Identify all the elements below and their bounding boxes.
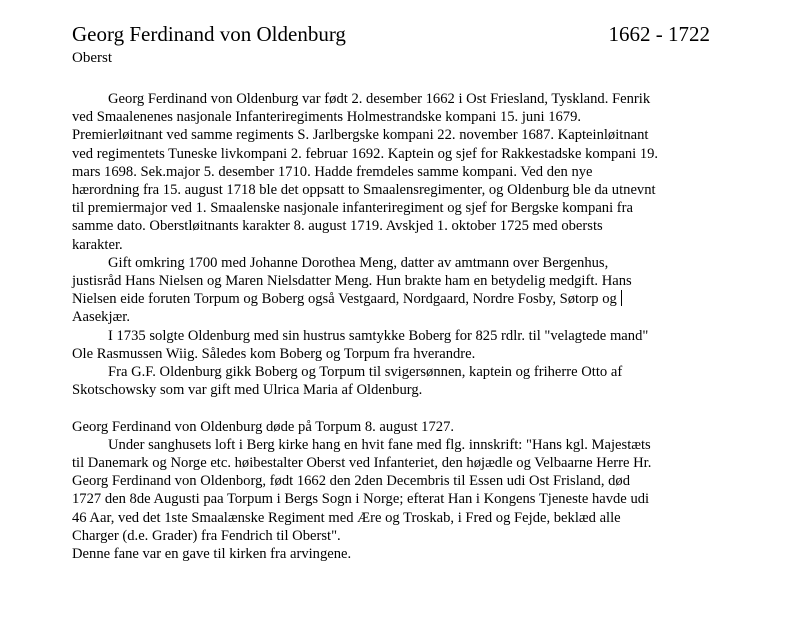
text-line: Georg Ferdinand von Oldenborg, født 1662 den 2den Decembris til Essen udi Ost Frisland, død: [72, 473, 631, 490]
paragraph-marriage: [72, 254, 712, 327]
text-line: Under sanghusets loft i Berg kirke hang en hvit fane med flg. innskrift: "Hans kgl. Majestæts: [108, 436, 651, 453]
text-line: Premierløitnant ved samme regiments S. Jarlbergske kompani 22. november 1687. Kapteinløitnant: [72, 127, 649, 144]
military-rank: Oberst: [72, 50, 112, 66]
text-line: mars 1698. Sek.major 5. desember 1710. Hadde fremdeles samme kompani. Ved den nye: [72, 163, 593, 180]
text-line: Gift omkring 1700 med Johanne Dorothea Meng, datter av amtmann over Bergenhus,: [108, 254, 609, 271]
text-line: Nielsen eide foruten Torpum og Boberg også Vestgaard, Nordgaard, Nordre Fosby, Søtorp og: [72, 291, 617, 308]
text-line: I 1735 solgte Oldenburg med sin hustrus samtykke Boberg for 825 rdlr. til "velagtede mand": [108, 327, 649, 344]
blank-line: [72, 399, 712, 417]
text-line: til premiermajor ved 1. Smaalenske nasjonale infanteriregiment og sjef for Bergske kompani fra: [72, 200, 634, 217]
text-line: Georg Ferdinand von Oldenburg døde på Torpum 8. august 1727.: [72, 418, 455, 435]
text-line: Aasekjær.: [72, 309, 130, 326]
paragraph-flag-inscription: [72, 436, 712, 545]
text-cursor: [621, 290, 622, 306]
document-header: [72, 20, 712, 48]
text-line: til Danemark og Norge etc. høibestalter Oberst ved Infanteriet, den højædle og Velbaarne Herre Hr.: [72, 455, 652, 472]
text-line: justisråd Hans Nielsen og Maren Nielsdatter Meng. Hun brakte ham en betydelig medgift. Hans: [72, 273, 632, 290]
paragraph-closing: [72, 545, 712, 563]
document-page: [72, 20, 712, 563]
text-line: Fra G.F. Oldenburg gikk Boberg og Torpum til svigersønnen, kaptein og friherre Otto af: [108, 364, 623, 381]
text-line: karakter.: [72, 236, 123, 253]
text-line: Denne fane var en gave til kirken fra arvingene.: [72, 546, 352, 563]
text-line: samme dato. Oberstløitnants karakter 8. august 1719. Avskjed 1. oktober 1725 med obersts: [72, 218, 603, 235]
text-line: Georg Ferdinand von Oldenburg var født 2. desember 1662 i Ost Friesland, Tyskland. Fenrik: [108, 91, 651, 107]
text-line: Skotschowsky som var gift med Ulrica Maria af Oldenburg.: [72, 382, 423, 399]
paragraph-biography: [72, 90, 712, 254]
text-line: Ole Rasmussen Wiig. Således kom Boberg og Torpum fra hverandre.: [72, 345, 476, 362]
text-line: ved Smaalenenes nasjonale Infanteriregiments Holmestrandske kompani 15. juni 1679.: [72, 109, 582, 126]
text-line: Charger (d.e. Grader) fra Fendrich til Oberst".: [72, 527, 341, 544]
person-name-heading: Georg Ferdinand von Oldenburg: [72, 22, 346, 46]
text-line: 46 Aar, ved det 1ste Smaalænske Regiment med Ære og Troskab, i Fred og Fejde, beklæd alle: [72, 509, 621, 526]
text-line-with-cursor[interactable]: [72, 290, 712, 308]
life-years: 1662 - 1722: [608, 22, 710, 46]
text-line: hærordning fra 15. august 1718 ble det oppsatt to Smaalensregimenter, og Oldenburg ble da utnevnt: [72, 182, 656, 199]
paragraph-sale: [72, 327, 712, 363]
text-line: ved regimentets Tuneske livkompani 2. februar 1692. Kaptein og sjef for Rakkestadske kompani 19.: [72, 145, 659, 162]
document-body: [72, 90, 712, 563]
paragraph-inheritance: [72, 363, 712, 399]
paragraph-death: [72, 418, 712, 436]
text-line: 1727 den 8de Augusti paa Torpum i Bergs Sogn i Norge; efterat Han i Kongens Tjeneste havde udi: [72, 491, 650, 508]
